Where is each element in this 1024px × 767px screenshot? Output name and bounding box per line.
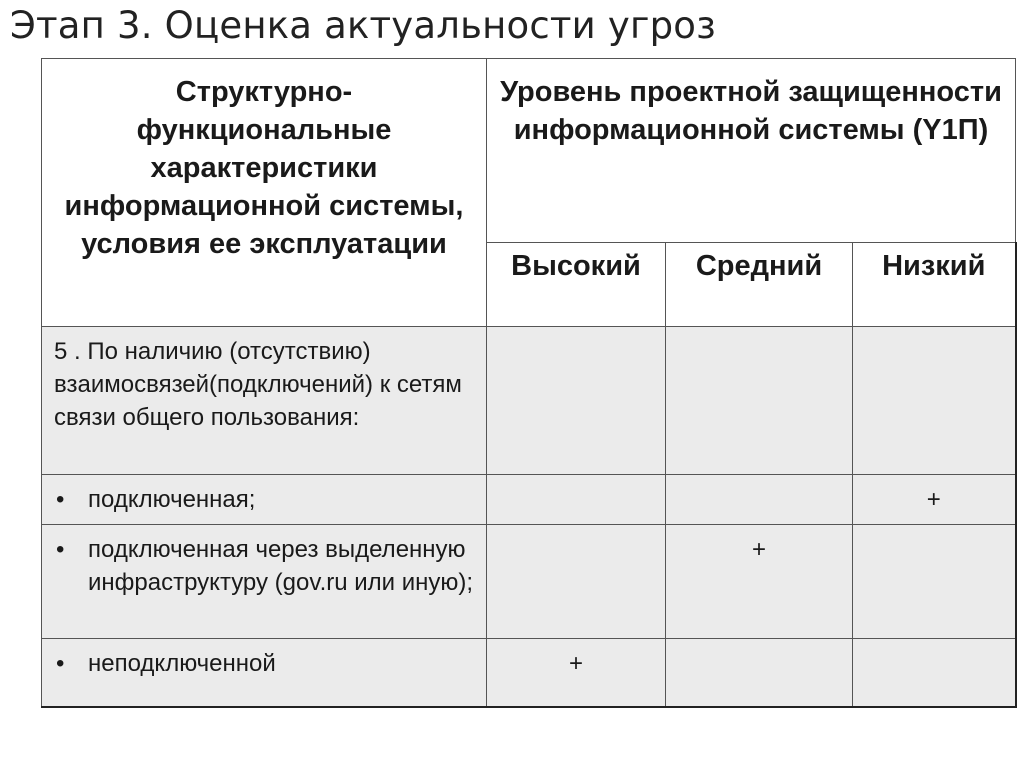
table-row — [42, 475, 1016, 525]
bullet-icon: • — [56, 536, 65, 563]
row-label-text: подключенная; — [88, 486, 256, 513]
cell-high: + — [487, 639, 666, 707]
header-level-high: Высокий — [487, 243, 666, 327]
bullet-icon: • — [56, 650, 65, 677]
cell-high — [487, 525, 666, 639]
row-label — [42, 525, 487, 639]
table-row — [42, 327, 1016, 475]
cell-medium: + — [666, 525, 853, 639]
row-label-text: подключенная через выделенную инфраструктуру (gov.ru или иную); — [88, 536, 474, 596]
cell-high — [487, 327, 666, 475]
table-row — [42, 525, 1016, 639]
header-level-medium: Средний — [666, 243, 853, 327]
row-label — [42, 475, 487, 525]
bullet-icon: • — [56, 486, 65, 513]
cell-low — [853, 327, 1016, 475]
cell-low — [853, 639, 1016, 707]
header-protection-level: Уровень проектной защищенности информационной системы (Y1П) — [487, 59, 1016, 243]
cell-high — [487, 475, 666, 525]
slide-title: Этап 3. Оценка актуальности угроз — [10, 4, 716, 47]
cell-medium — [666, 639, 853, 707]
row-label-text: неподключенной — [88, 650, 276, 677]
row-label — [42, 639, 487, 707]
header-level-low: Низкий — [853, 243, 1016, 327]
table-row — [42, 639, 1016, 707]
header-characteristics: Структурно-функциональные характеристики информационной системы, условия ее эксплуатации — [42, 59, 487, 327]
threat-assessment-table — [41, 58, 1017, 708]
cell-medium — [666, 475, 853, 525]
cell-low — [853, 525, 1016, 639]
cell-medium — [666, 327, 853, 475]
cell-low: + — [853, 475, 1016, 525]
row-label: 5 . По наличию (отсутствию) взаимосвязей(подключений) к сетям связи общего пользования: — [42, 327, 487, 475]
